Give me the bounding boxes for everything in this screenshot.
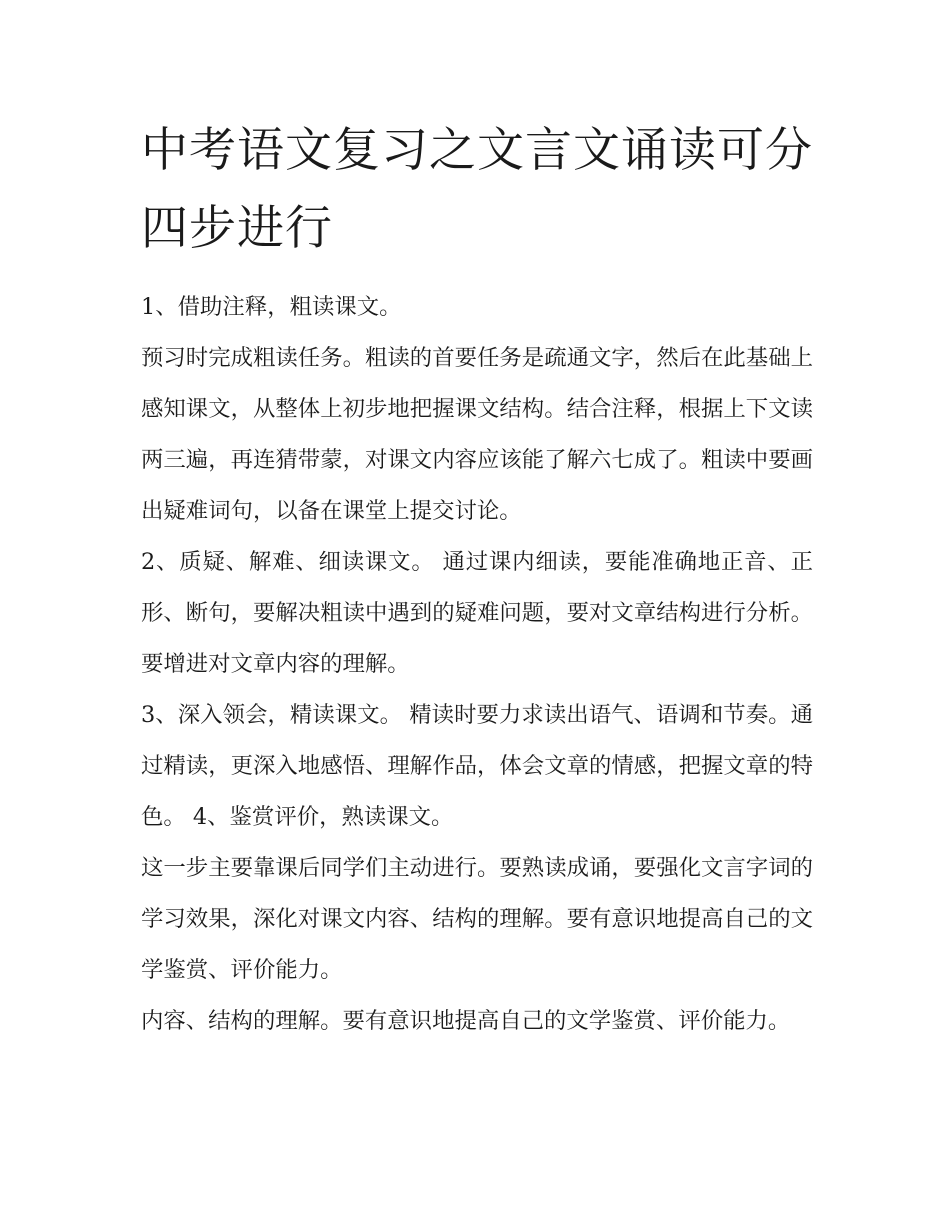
document-title: 中考语文复习之文言文诵读可分四步进行	[141, 123, 813, 256]
paragraph-step-4-body: 这一步主要靠课后同学们主动进行。要熟读成诵，要强化文言字词的学习效果，深化对课文内容、结构的理解。要有意识地提高自己的文学鉴赏、评价能力。	[141, 855, 813, 983]
paragraph-step-3-4: 3、深入领会，精读课文。 精读时要力求读出语气、语调和节奏。通过精读，更深入地感悟、理解作品，体会文章的情感，把握文章的特色。 4、鉴赏评价，熟读课文。	[141, 702, 813, 830]
paragraph-step-2: 2、质疑、解难、细读课文。 通过课内细读，要能准确地正音、正形、断句，要解决粗读中遇到的疑难问题，要对文章结构进行分析。要增进对文章内容的理解。	[141, 549, 813, 677]
paragraph-step-1-body: 预习时完成粗读任务。粗读的首要任务是疏通文字，然后在此基础上感知课文，从整体上初步地把握课文结构。结合注释，根据上下文读两三遍，再连猜带蒙，对课文内容应该能了解六七成了。粗读中要画出疑难词句，以备在课堂上提交讨论。	[141, 345, 813, 524]
document-body	[141, 112, 813, 1047]
paragraph-repeat: 内容、结构的理解。要有意识地提高自己的文学鉴赏、评价能力。	[141, 1008, 791, 1034]
paragraph-step-1-heading: 1、借助注释，粗读课文。	[141, 294, 402, 320]
